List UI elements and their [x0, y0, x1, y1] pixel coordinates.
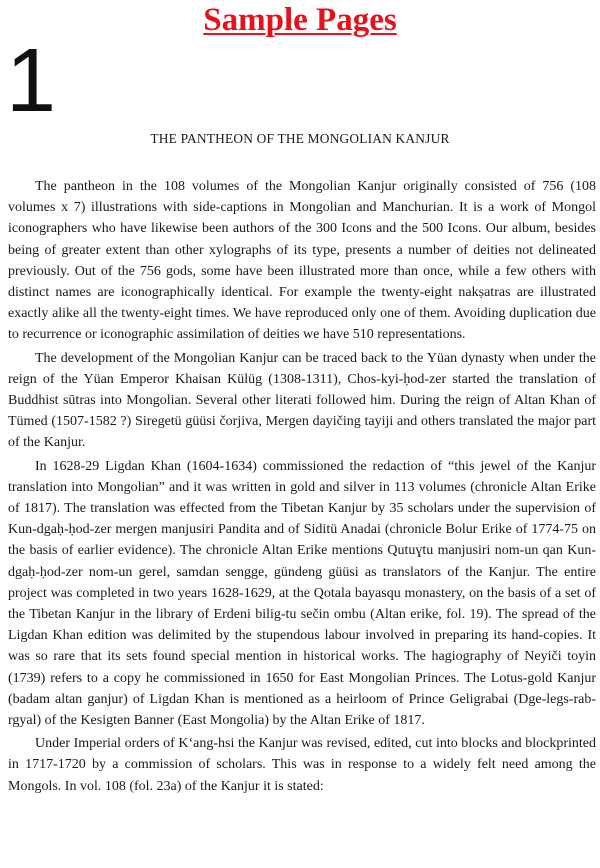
paragraph-1: The pantheon in the 108 volumes of the Mongolian Kanjur originally consisted of 756 (108 volumes x 7) illustrations with side-captions in Mongolian and Manchurian. It is a work of Mongol iconographers who have likewise been authors of the 300 Icons and the 500 Icons. Our album, besides being of greater extent than other xylographs of its type, presents a number of deities not delineated previously. Out of the 756 gods, some have been illustrated more than once, while a few others with distinct names are iconographically identical. For example the twenty-eight nakṣatras are illustrated exactly alike all the twenty-eight times. We have reproduced only one of them. Avoiding duplication due to recurrence or iconographic assimilation of deities we have 510 representations. — [8, 179, 596, 343]
chapter-title: THE PANTHEON OF THE MONGOLIAN KANJUR — [150, 131, 450, 146]
body-text — [8, 176, 596, 797]
chapter-number: 1 — [6, 31, 57, 131]
banner-label: Sample Pages — [203, 2, 397, 38]
paragraph-3: In 1628-29 Ligdan Khan (1604-1634) commissioned the redaction of “this jewel of the Kanjur translation into Mongolian” and it was written in gold and silver in 113 volumes (chronicle Altan Erike of 1817). The translation was effected from the Tibetan Kanjur by 35 scholars under the supervision of Kun-dgaḥ-ḥod-zer mergen manjusiri Pandita and of Siditü Anadai (chronicle Bolur Erike of 1774-75 on the basis of earlier evidence). The chronicle Altan Erike mentions Qutuɣtu manjusiri nom-un qan Kun-dgaḥ-ḥod-zer nom-un gerel, samdan sengge, gündeng güüsi as translators of the Kanjur. The entire project was completed in two years 1628-1629, at the Qotala bayasqu monastery, on the basis of a set of the Tibetan Kanjur in the library of Erdeni bilig-tu sečin ombu (Altan erike, fol. 19). The spread of the Ligdan Khan edition was delimited by the stupendous labour involved in preparing its hand-copies. It was so rare that its sets found special mention in historical works. The hagiography of Neyiči toyin (1739) refers to a copy he commissioned in 1650 for East Mongolian Princes. The Lotus-gold Kanjur (badam altan ganjur) of Ligdan Khan is mentioned as a heirloom of Prince Geligrabai (Dge-legs-rab-rgyal) of the Kesigten Banner (East Mongolia) by the Altan Erike of 1817. — [8, 458, 596, 729]
sample-pages-banner — [0, 0, 600, 40]
paragraph-4: Under Imperial orders of K‘ang-hsi the Kanjur was revised, edited, cut into blocks and blockprinted in 1717-1720 by a commission of scholars. This was in response to a widely felt need among the Mongols. In vol. 108 (fol. 23a) of the Kanjur it is stated: — [8, 736, 596, 794]
paragraph-2: The development of the Mongolian Kanjur can be traced back to the Yüan dynasty when under the reign of the Yüan Emperor Khaisan Külüg (1308-1311), Chos-kyi-ḥod-zer started the translation of Buddhist sūtras into Mongolian. Several other literati followed him. During the reign of Altan Khan of Tümed (1507-1582 ?) Siregetü güüsi čorjiva, Mergen dayičing tayiji and others translated the major part of the Kanjur. — [8, 350, 596, 451]
